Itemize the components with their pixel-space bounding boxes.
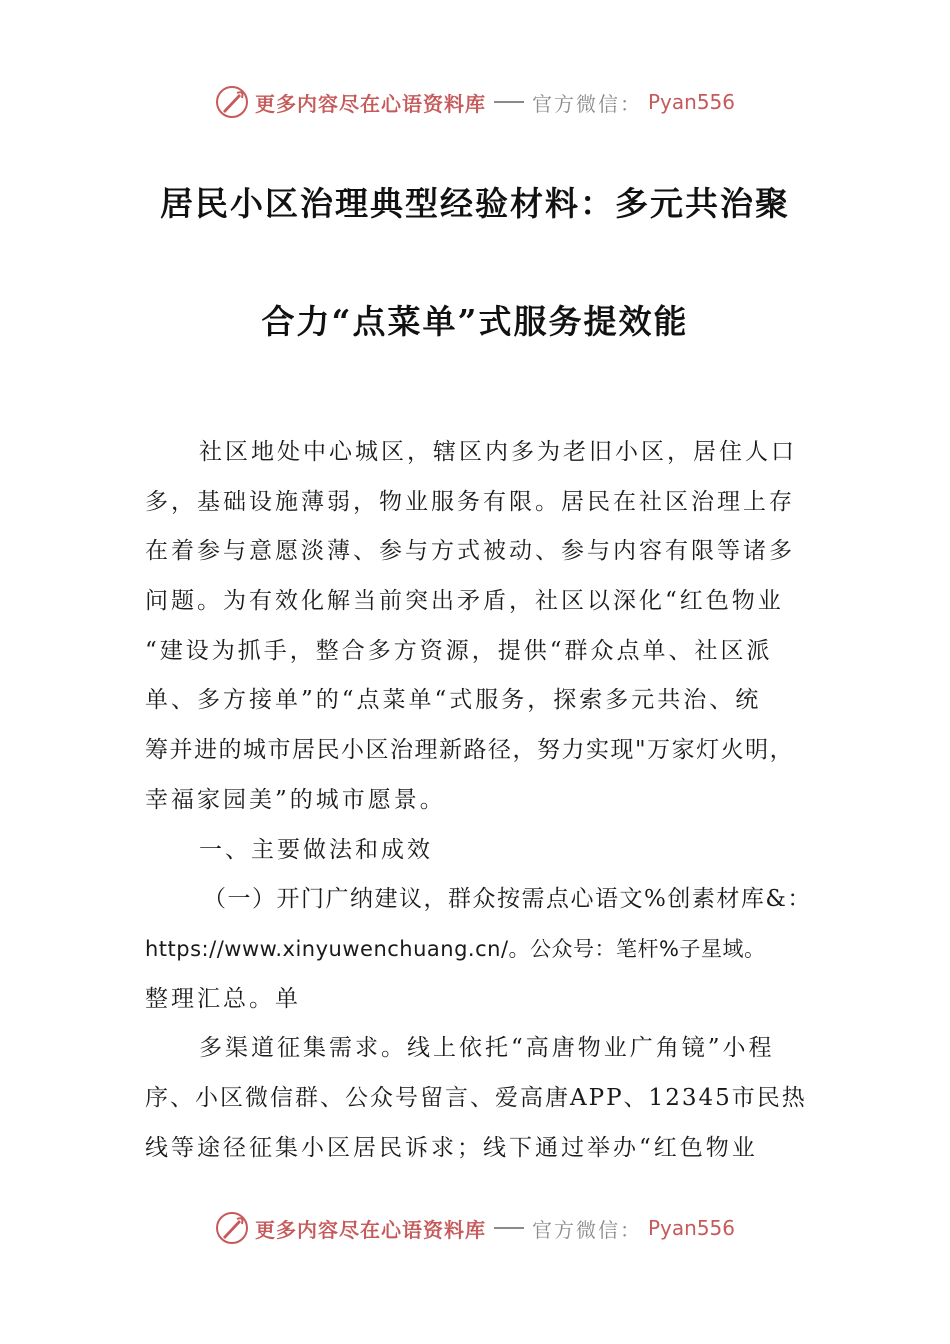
body-line: 单、多方接单”的“点菜单“式服务，探索多元共治、统 bbox=[145, 687, 762, 714]
footer-brand-text: 更多内容尽在心语资料库 bbox=[254, 1217, 486, 1242]
body-line: 序、小区微信群、公众号留言、爱高唐APP、12345市民热 bbox=[145, 1084, 807, 1111]
footer-official-label: 官方微信： bbox=[531, 1217, 642, 1242]
subsection-heading: （一）开门广纳建议，群众按需点心语文%创素材库&： bbox=[203, 886, 812, 913]
body-line: “建设为抓手，整合多方资源，提供“群众点单、社区派 bbox=[145, 637, 773, 664]
body-line: 在着参与意愿淡薄、参与方式被动、参与内容有限等诸多 bbox=[145, 538, 795, 565]
body-line: 社区地处中心城区，辖区内多为老旧小区，居住人口 bbox=[199, 439, 797, 465]
body-line: 多，基础设施薄弱，物业服务有限。居民在社区治理上存 bbox=[145, 488, 795, 515]
body-line: 线等途径征集小区居民诉求；线下通过举办“红色物业 bbox=[145, 1134, 758, 1161]
quill-logo-icon bbox=[215, 1211, 249, 1245]
footer-wechat-id: Pyan556 bbox=[647, 1216, 735, 1240]
header-wechat-id: Pyan556 bbox=[647, 90, 735, 114]
header-dash-divider bbox=[494, 101, 524, 103]
section-heading: 一、主要做法和成效 bbox=[199, 836, 433, 863]
header-watermark-banner bbox=[0, 82, 950, 122]
document-title-line-1: 居民小区治理典型经验材料：多元共治聚 bbox=[160, 184, 790, 223]
quill-logo-icon bbox=[215, 85, 249, 119]
body-line-url: https://www.xinyuwenchuang.cn/。公众号：笔杆%子星域。 bbox=[145, 936, 766, 961]
body-line: 多渠道征集需求。线上依托“高唐物业广角镜”小程 bbox=[199, 1035, 775, 1062]
footer-watermark-banner bbox=[0, 1208, 950, 1248]
header-official-label: 官方微信： bbox=[531, 91, 642, 116]
body-line: 筹并进的城市居民小区治理新路径，努力实现"万家灯火明， bbox=[145, 737, 795, 764]
document-body bbox=[145, 428, 825, 1173]
document-title-line-2: 合力“点菜单”式服务提效能 bbox=[261, 302, 689, 341]
body-line: 整理汇总。单 bbox=[145, 985, 301, 1012]
footer-dash-divider bbox=[494, 1227, 524, 1229]
header-brand-text: 更多内容尽在心语资料库 bbox=[254, 91, 486, 116]
body-line: 幸福家园美”的城市愿景。 bbox=[145, 786, 446, 813]
body-line: 问题。为有效化解当前突出矛盾，社区以深化“红色物业 bbox=[145, 588, 784, 615]
